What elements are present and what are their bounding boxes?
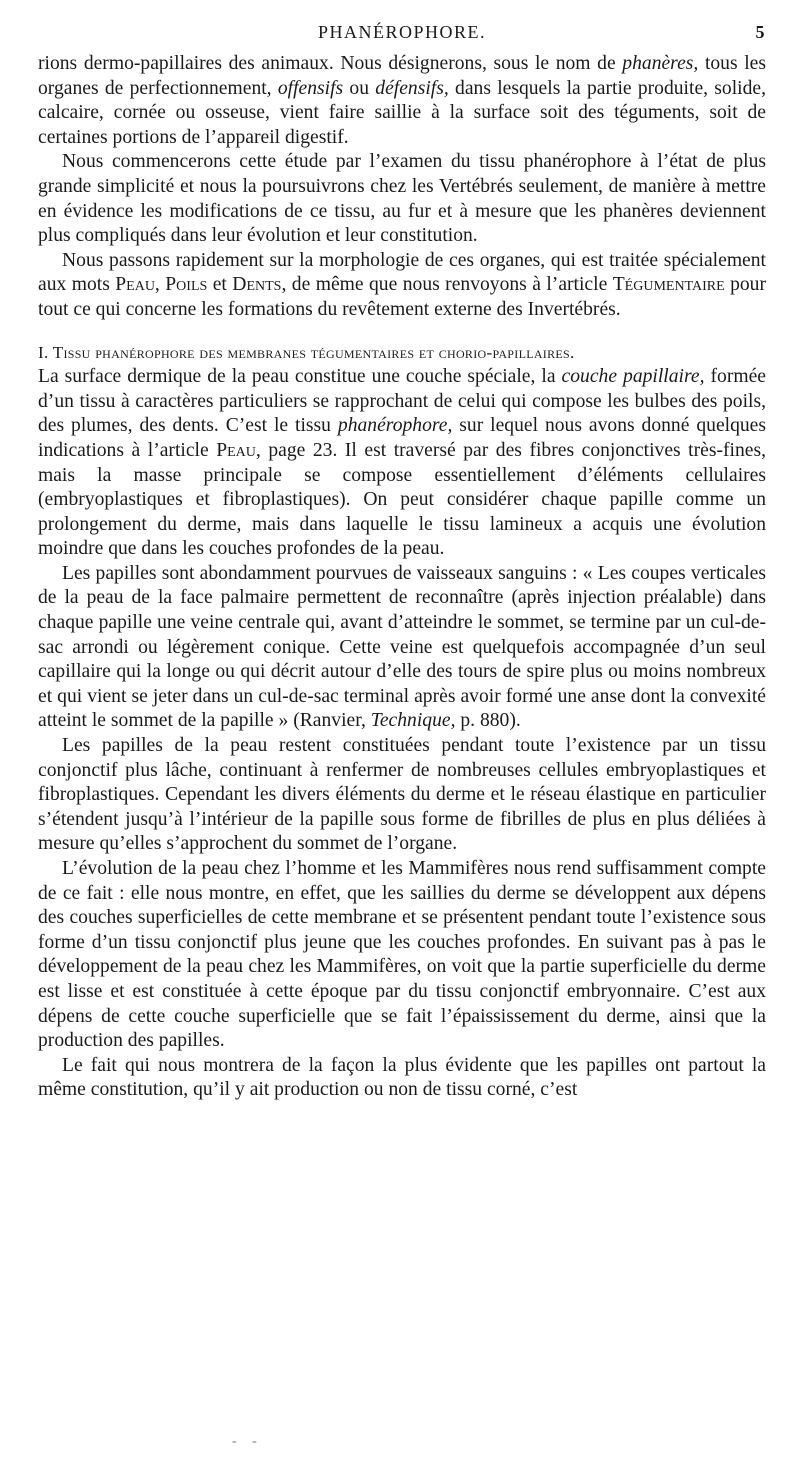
text-run: page 23. Il est traversé par des fibres conjonctives très-fines, mais la masse principale se compose essentiellement d’éléments cellulaires (embryoplastiques et fibroplastiques). On peut considérer chaque papille comme un prolongement du derme, mais dans laquelle le tissu lamineux a acquis une évolution moindre que dans les couches profondes de la peau. (38, 439, 766, 560)
text-run: p. 880). (455, 710, 521, 732)
text-run: et (207, 274, 233, 296)
text-run: rions dermo-papillaires des animaux. Nous désignerons, sous le nom de (38, 53, 623, 74)
text-run: Nous passons rapidement sur la morphologie de ces organes, qui est traitée spécialement aux mots (38, 249, 766, 296)
text-run: ou (343, 77, 376, 99)
emphasis: défensifs, (375, 77, 449, 99)
emphasis: offensifs (277, 77, 344, 99)
paragraph (38, 562, 766, 734)
text-run: dans lesquels la partie produite, solide, calcaire, cornée ou osseuse, vient faire saillie à la surface soit des téguments, soit de certaines portions de l’appareil digestif. (38, 77, 767, 148)
text-run: pour tout ce qui concerne les formations du revêtement externe des Invertébrés. (38, 274, 766, 320)
emphasis: phanérophore, (337, 415, 453, 437)
text-run: tous les organes de perfectionnement, (38, 53, 766, 99)
paragraph: Le fait qui nous montrera de la façon la plus évidente que les papilles ont partout la même constitution, qu’il y ait production ou non de tissu corné, c’est (38, 1054, 766, 1101)
emphasis: Technique, (370, 710, 456, 732)
running-title: PHANÉROPHORE. (317, 22, 487, 42)
page-number: 5 (755, 22, 766, 42)
paragraph (38, 365, 766, 562)
cross-reference: Peau, (216, 439, 261, 461)
cross-reference: Poils (165, 274, 208, 296)
text-run: La surface dermique de la peau constitue une couche spéciale, la (38, 366, 562, 388)
cross-reference: Dents, (232, 274, 287, 296)
paragraph: Nous commencerons cette étude par l’examen du tissu phanérophore à l’état de plus grande simplicité et nous la poursuivrons chez les Vertébrés seulement, de manière à mettre en évidence les modifications de ce tissu, au fur et à mesure que les phanères deviennent plus compliqués dans leur évolution et leur constitution. (38, 151, 766, 247)
cross-reference: Peau, (115, 274, 160, 296)
text-run: de même que nous renvoyons à l’article (286, 274, 613, 296)
cross-reference: Tégumentaire (612, 274, 725, 296)
paragraph (38, 52, 766, 150)
body-text (38, 52, 766, 1103)
emphasis: couche papillaire, (561, 366, 705, 388)
paragraph (38, 249, 766, 323)
footer-mark: - - (232, 1434, 263, 1449)
book-page (38, 22, 766, 1103)
paragraph: Les papilles de la peau restent constituées pendant toute l’existence par un tissu conjonctif plus lâche, continuant à renfermer de nombreuses cellules embryoplastiques et fibroplastiques. Cependant les divers éléments du derme et le réseau élastique en particulier s’étendent jusqu’à l’intérieur de la papille sous forme de fibrilles de plus en plus déliées à mesure qu’elles s’approchent du sommet de l’organe. (38, 735, 766, 855)
text-run: formée d’un tissu à caractères particuliers se rapprochant de celui qui compose les bulbes des poils, des plumes, des dents. C’est le tissu (38, 366, 766, 437)
section-heading: I. Tissu phanérophore des membranes tégumentaires et chorio-papillaires. (38, 342, 575, 362)
emphasis: phanères, (622, 53, 699, 74)
running-header (38, 22, 766, 52)
paragraph: L’évolution de la peau chez l’homme et les Mammifères nous rend suffisamment compte de ce fait : elle nous montre, en effet, que les saillies du derme se développent aux dépens des couches superficielles de cette membrane et se présentent pendant toute l’existence sous forme d’un tissu conjonctif plus jeune que les couches profondes. En suivant pas à pas le développement de la peau chez les Mammifères, on voit que la partie superficielle du derme est lisse et est constituée à cette époque par du tissu conjonctif embryonnaire. C’est aux dépens de cette couche superficielle que se fait l’épaississement du derme, ainsi que la production des papilles. (38, 858, 766, 1052)
text-run: Les papilles sont abondamment pourvues de vaisseaux sanguins : « Les coupes verticales de la peau de la face palmaire permettent de reconnaître (après injection préalable) dans chaque papille une veine centrale qui, avant d’atteindre le sommet, se termine par un cul-de-sac arrondi ou légèrement conique. Cette veine est quelquefois accompagnée d’un seul capillaire qui la longe ou qui décrit autour d’elle des tours de spire plus ou moins nombreux et qui vient se jeter dans un cul-de-sac terminal après avoir formé une anse dont la convexité atteint le sommet de la papille » (Ranvier, (38, 562, 766, 732)
text-run: sur lequel nous avons donné quelques indications à l’article (38, 415, 767, 461)
